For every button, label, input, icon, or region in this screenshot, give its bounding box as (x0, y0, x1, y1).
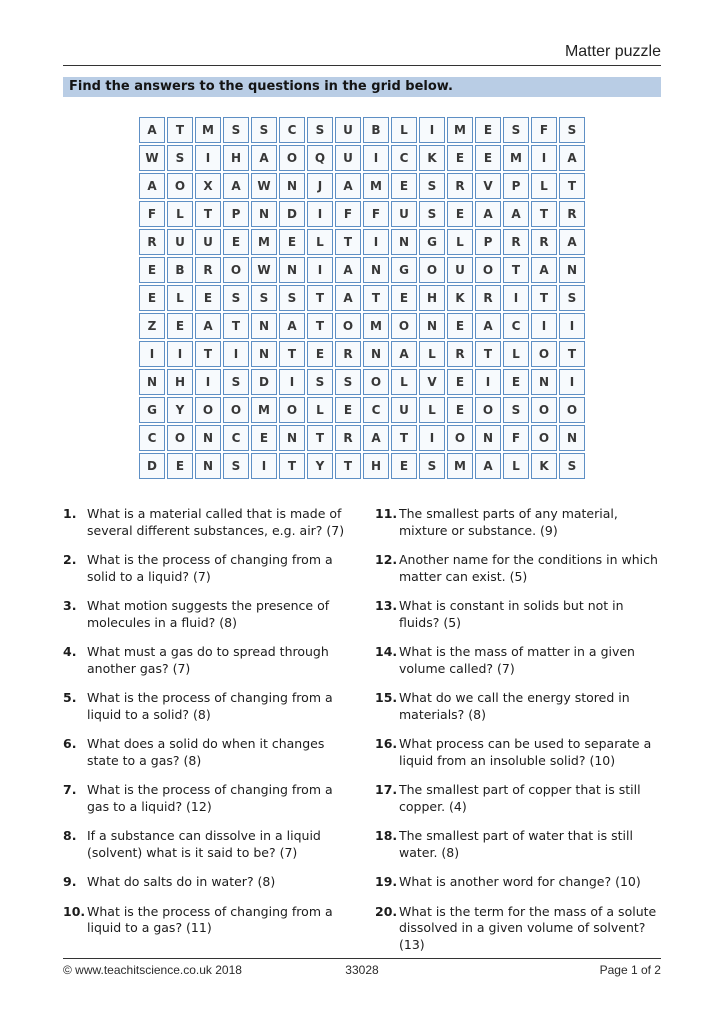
grid-cell: N (419, 313, 445, 339)
grid-cell: F (335, 201, 361, 227)
question-text: What is a material called that is made of several different substances, e.g. air? (7) (87, 506, 345, 538)
grid-cell: S (223, 453, 249, 479)
grid-cell: E (391, 285, 417, 311)
title-rule (63, 65, 661, 66)
grid-cell: O (195, 397, 221, 423)
grid-row (139, 117, 585, 143)
grid-cell: L (391, 117, 417, 143)
grid-cell: T (503, 257, 529, 283)
grid-cell: T (307, 425, 333, 451)
grid-cell: P (223, 201, 249, 227)
question-item (375, 782, 661, 815)
grid-cell: R (559, 201, 585, 227)
grid-cell: I (307, 257, 333, 283)
grid-cell: I (195, 145, 221, 171)
grid-cell: R (195, 257, 221, 283)
question-text: What motion suggests the presence of molecules in a fluid? (8) (87, 598, 330, 630)
grid-cell: T (335, 229, 361, 255)
grid-cell: L (531, 173, 557, 199)
grid-cell: N (139, 369, 165, 395)
grid-cell: D (251, 369, 277, 395)
grid-cell: R (335, 341, 361, 367)
grid-cell: C (279, 117, 305, 143)
grid-cell: E (223, 229, 249, 255)
grid-cell: S (559, 117, 585, 143)
question-text: What process can be used to separate a liquid from an insoluble solid? (10) (399, 736, 652, 768)
grid-cell: E (447, 369, 473, 395)
grid-cell: H (419, 285, 445, 311)
grid-cell: I (475, 369, 501, 395)
question-item (63, 598, 349, 631)
grid-cell: U (391, 201, 417, 227)
grid-cell: L (503, 453, 529, 479)
question-text: What must a gas do to spread through another gas? (7) (87, 644, 329, 676)
grid-cell: S (559, 453, 585, 479)
grid-cell: Q (307, 145, 333, 171)
question-number: 6. (63, 736, 77, 751)
grid-cell: S (419, 201, 445, 227)
grid-cell: E (139, 257, 165, 283)
grid-cell: V (475, 173, 501, 199)
grid-row (139, 257, 585, 283)
footer-page-number: Page 1 of 2 (599, 963, 661, 977)
grid-cell: E (447, 201, 473, 227)
grid-row (139, 453, 585, 479)
grid-row (139, 397, 585, 423)
question-item (63, 828, 349, 861)
question-number: 3. (63, 598, 77, 613)
grid-cell: I (139, 341, 165, 367)
question-text: What does a solid do when it changes state to a gas? (8) (87, 736, 325, 768)
grid-cell: E (139, 285, 165, 311)
grid-cell: L (307, 397, 333, 423)
grid-cell: B (167, 257, 193, 283)
question-text: If a substance can dissolve in a liquid (solvent) what is it said to be? (7) (87, 828, 321, 860)
question-number: 20. (375, 903, 398, 919)
grid-cell: O (531, 341, 557, 367)
grid-cell: A (335, 285, 361, 311)
grid-cell: W (139, 145, 165, 171)
grid-cell: M (195, 117, 221, 143)
question-item (63, 904, 349, 954)
grid-cell: I (307, 201, 333, 227)
question-text: What is another word for change? (10) (399, 874, 641, 889)
grid-cell: E (167, 313, 193, 339)
question-text: The smallest part of copper that is still copper. (4) (399, 782, 641, 814)
grid-cell: E (475, 117, 501, 143)
grid-cell: N (251, 313, 277, 339)
question-number: 1. (63, 506, 77, 521)
grid-row (139, 201, 585, 227)
grid-cell: S (279, 285, 305, 311)
grid-cell: O (531, 425, 557, 451)
question-text: What is the process of changing from a liquid to a solid? (8) (87, 690, 333, 722)
grid-cell: A (279, 313, 305, 339)
grid-cell: N (531, 369, 557, 395)
grid-cell: K (447, 285, 473, 311)
grid-cell: E (475, 145, 501, 171)
grid-cell: J (307, 173, 333, 199)
grid-cell: S (307, 117, 333, 143)
grid-cell: S (419, 173, 445, 199)
grid-cell: L (447, 229, 473, 255)
grid-cell: N (559, 425, 585, 451)
page-footer (63, 958, 661, 977)
grid-cell: S (335, 369, 361, 395)
grid-cell: H (167, 369, 193, 395)
grid-cell: I (251, 453, 277, 479)
grid-cell: N (279, 173, 305, 199)
grid-cell: Y (307, 453, 333, 479)
grid-row (139, 313, 585, 339)
question-number: 9. (63, 874, 77, 889)
grid-cell: A (391, 341, 417, 367)
grid-cell: L (167, 201, 193, 227)
question-number: 5. (63, 690, 77, 705)
grid-cell: E (335, 397, 361, 423)
grid-cell: N (363, 257, 389, 283)
grid-cell: F (531, 117, 557, 143)
grid-cell: A (139, 173, 165, 199)
grid-cell: P (475, 229, 501, 255)
question-item (63, 552, 349, 585)
page-title: Matter puzzle (564, 43, 661, 60)
grid-cell: C (223, 425, 249, 451)
grid-cell: A (503, 201, 529, 227)
grid-cell: A (139, 117, 165, 143)
grid-cell: C (363, 397, 389, 423)
grid-cell: W (251, 257, 277, 283)
question-item (63, 690, 349, 723)
grid-cell: R (475, 285, 501, 311)
grid-cell: S (503, 117, 529, 143)
grid-cell: N (391, 229, 417, 255)
grid-cell: S (167, 145, 193, 171)
question-number: 19. (375, 874, 398, 889)
grid-cell: S (223, 285, 249, 311)
question-item (375, 690, 661, 723)
grid-cell: I (531, 145, 557, 171)
grid-cell: R (503, 229, 529, 255)
grid-cell: M (447, 117, 473, 143)
grid-cell: T (531, 201, 557, 227)
question-number: 4. (63, 644, 77, 659)
grid-cell: U (335, 117, 361, 143)
footer-doc-number: 33028 (345, 963, 379, 977)
grid-cell: R (139, 229, 165, 255)
grid-cell: K (419, 145, 445, 171)
grid-cell: I (279, 369, 305, 395)
grid-cell: M (447, 453, 473, 479)
grid-row (139, 285, 585, 311)
question-text: The smallest parts of any material, mixture or substance. (9) (399, 506, 618, 538)
grid-cell: I (167, 341, 193, 367)
grid-cell: C (503, 313, 529, 339)
question-item (375, 828, 661, 861)
question-item (375, 598, 661, 631)
footer-copyright: © www.teachitscience.co.uk 2018 (63, 963, 242, 977)
grid-cell: D (279, 201, 305, 227)
grid-cell: M (363, 313, 389, 339)
grid-cell: L (167, 285, 193, 311)
grid-cell: U (195, 229, 221, 255)
grid-cell: S (503, 397, 529, 423)
question-number: 14. (375, 644, 398, 659)
grid-cell: A (335, 173, 361, 199)
grid-cell: O (335, 313, 361, 339)
question-item (63, 506, 349, 539)
question-number: 16. (375, 736, 398, 751)
grid-cell: P (503, 173, 529, 199)
grid-cell: U (167, 229, 193, 255)
grid-cell: T (195, 201, 221, 227)
grid-cell: O (167, 173, 193, 199)
grid-cell: E (447, 145, 473, 171)
question-text: What is the mass of matter in a given volume called? (7) (399, 644, 635, 676)
grid-cell: E (447, 397, 473, 423)
grid-cell: O (419, 257, 445, 283)
grid-cell: N (475, 425, 501, 451)
grid-cell: A (531, 257, 557, 283)
grid-cell: I (195, 369, 221, 395)
grid-cell: E (279, 229, 305, 255)
question-number: 18. (375, 828, 398, 843)
grid-cell: S (251, 117, 277, 143)
grid-cell: T (531, 285, 557, 311)
grid-cell: T (363, 285, 389, 311)
grid-cell: E (391, 173, 417, 199)
grid-cell: O (559, 397, 585, 423)
grid-cell: F (139, 201, 165, 227)
question-number: 13. (375, 598, 398, 613)
grid-cell: S (307, 369, 333, 395)
grid-cell: Z (139, 313, 165, 339)
grid-cell: O (447, 425, 473, 451)
grid-cell: G (419, 229, 445, 255)
grid-row (139, 173, 585, 199)
grid-cell: T (475, 341, 501, 367)
grid-cell: M (251, 229, 277, 255)
grid-cell: M (503, 145, 529, 171)
grid-cell: A (475, 201, 501, 227)
grid-cell: S (223, 117, 249, 143)
grid-row (139, 341, 585, 367)
grid-cell: N (559, 257, 585, 283)
grid-cell: T (223, 313, 249, 339)
grid-cell: L (419, 397, 445, 423)
grid-cell: O (531, 397, 557, 423)
question-item (375, 506, 661, 539)
grid-cell: L (391, 369, 417, 395)
grid-cell: G (391, 257, 417, 283)
grid-row (139, 145, 585, 171)
grid-cell: E (251, 425, 277, 451)
grid-cell: N (251, 341, 277, 367)
grid-cell: H (363, 453, 389, 479)
grid-cell: O (223, 397, 249, 423)
grid-cell: E (447, 313, 473, 339)
grid-row (139, 369, 585, 395)
grid-cell: M (251, 397, 277, 423)
grid-cell: C (139, 425, 165, 451)
grid-cell: N (251, 201, 277, 227)
question-number: 7. (63, 782, 77, 797)
questions-grid (63, 506, 661, 953)
grid-cell: I (531, 313, 557, 339)
question-item (63, 874, 349, 891)
grid-cell: A (559, 145, 585, 171)
word-search-grid (137, 115, 587, 481)
grid-cell: F (503, 425, 529, 451)
question-text: The smallest part of water that is still water. (8) (399, 828, 633, 860)
grid-cell: T (167, 117, 193, 143)
grid-cell: W (251, 173, 277, 199)
grid-cell: U (391, 397, 417, 423)
question-item (375, 904, 661, 954)
grid-cell: S (251, 285, 277, 311)
grid-cell: X (195, 173, 221, 199)
question-text: What is the process of changing from a gas to a liquid? (12) (87, 782, 333, 814)
grid-cell: I (363, 145, 389, 171)
grid-row (139, 425, 585, 451)
question-number: 2. (63, 552, 77, 567)
grid-cell: T (195, 341, 221, 367)
grid-cell: I (559, 369, 585, 395)
grid-cell: F (363, 201, 389, 227)
grid-cell: I (503, 285, 529, 311)
grid-cell: I (559, 313, 585, 339)
grid-cell: Y (167, 397, 193, 423)
grid-cell: I (223, 341, 249, 367)
grid-cell: S (559, 285, 585, 311)
grid-cell: H (223, 145, 249, 171)
grid-cell: A (475, 313, 501, 339)
grid-cell: T (307, 313, 333, 339)
grid-cell: E (391, 453, 417, 479)
grid-cell: A (363, 425, 389, 451)
grid-cell: O (279, 397, 305, 423)
grid-cell: S (419, 453, 445, 479)
grid-cell: A (223, 173, 249, 199)
question-text: What do salts do in water? (8) (87, 874, 276, 889)
grid-cell: O (167, 425, 193, 451)
grid-cell: U (335, 145, 361, 171)
grid-cell: G (139, 397, 165, 423)
question-text: What is constant in solids but not in fluids? (5) (399, 598, 624, 630)
grid-cell: T (279, 341, 305, 367)
grid-cell: R (335, 425, 361, 451)
grid-cell: N (279, 257, 305, 283)
grid-cell: N (195, 425, 221, 451)
grid-cell: V (419, 369, 445, 395)
grid-cell: L (503, 341, 529, 367)
grid-cell: D (139, 453, 165, 479)
grid-cell: T (307, 285, 333, 311)
grid-cell: I (419, 425, 445, 451)
grid-cell: O (475, 257, 501, 283)
grid-cell: N (363, 341, 389, 367)
grid-cell: T (279, 453, 305, 479)
instruction-banner: Find the answers to the questions in the grid below. (63, 77, 661, 97)
grid-cell: T (559, 341, 585, 367)
question-item (375, 874, 661, 891)
question-item (375, 644, 661, 677)
question-item (63, 736, 349, 769)
question-item (375, 736, 661, 769)
grid-cell: I (419, 117, 445, 143)
grid-row (139, 229, 585, 255)
grid-cell: R (447, 341, 473, 367)
question-number: 15. (375, 690, 398, 705)
question-number: 8. (63, 828, 77, 843)
grid-cell: A (195, 313, 221, 339)
question-number: 10. (63, 903, 86, 919)
grid-cell: E (307, 341, 333, 367)
grid-cell: L (307, 229, 333, 255)
question-text: What do we call the energy stored in materials? (8) (399, 690, 630, 722)
grid-cell: T (559, 173, 585, 199)
grid-cell: L (419, 341, 445, 367)
grid-cell: I (363, 229, 389, 255)
grid-cell: M (363, 173, 389, 199)
grid-cell: A (559, 229, 585, 255)
grid-cell: U (447, 257, 473, 283)
question-text: What is the term for the mass of a solute dissolved in a given volume of solvent? (13) (399, 903, 657, 952)
grid-cell: O (391, 313, 417, 339)
question-text: Another name for the conditions in which matter can exist. (5) (399, 552, 658, 584)
question-text: What is the process of changing from a liquid to a gas? (11) (87, 903, 333, 935)
grid-cell: O (279, 145, 305, 171)
grid-cell: N (279, 425, 305, 451)
grid-cell: E (503, 369, 529, 395)
question-text: What is the process of changing from a solid to a liquid? (7) (87, 552, 333, 584)
grid-cell: O (223, 257, 249, 283)
grid-cell: E (167, 453, 193, 479)
word-grid-body (139, 117, 585, 479)
grid-cell: A (251, 145, 277, 171)
question-item (375, 552, 661, 585)
grid-cell: A (335, 257, 361, 283)
grid-cell: S (223, 369, 249, 395)
grid-cell: R (531, 229, 557, 255)
grid-cell: T (335, 453, 361, 479)
question-number: 12. (375, 552, 398, 567)
grid-cell: A (475, 453, 501, 479)
grid-cell: B (363, 117, 389, 143)
grid-cell: E (195, 285, 221, 311)
question-number: 11. (375, 506, 398, 521)
grid-cell: O (363, 369, 389, 395)
grid-cell: C (391, 145, 417, 171)
grid-cell: T (391, 425, 417, 451)
grid-cell: O (475, 397, 501, 423)
question-item (63, 644, 349, 677)
grid-cell: R (447, 173, 473, 199)
question-item (63, 782, 349, 815)
question-number: 17. (375, 782, 398, 797)
grid-cell: K (531, 453, 557, 479)
grid-cell: N (195, 453, 221, 479)
